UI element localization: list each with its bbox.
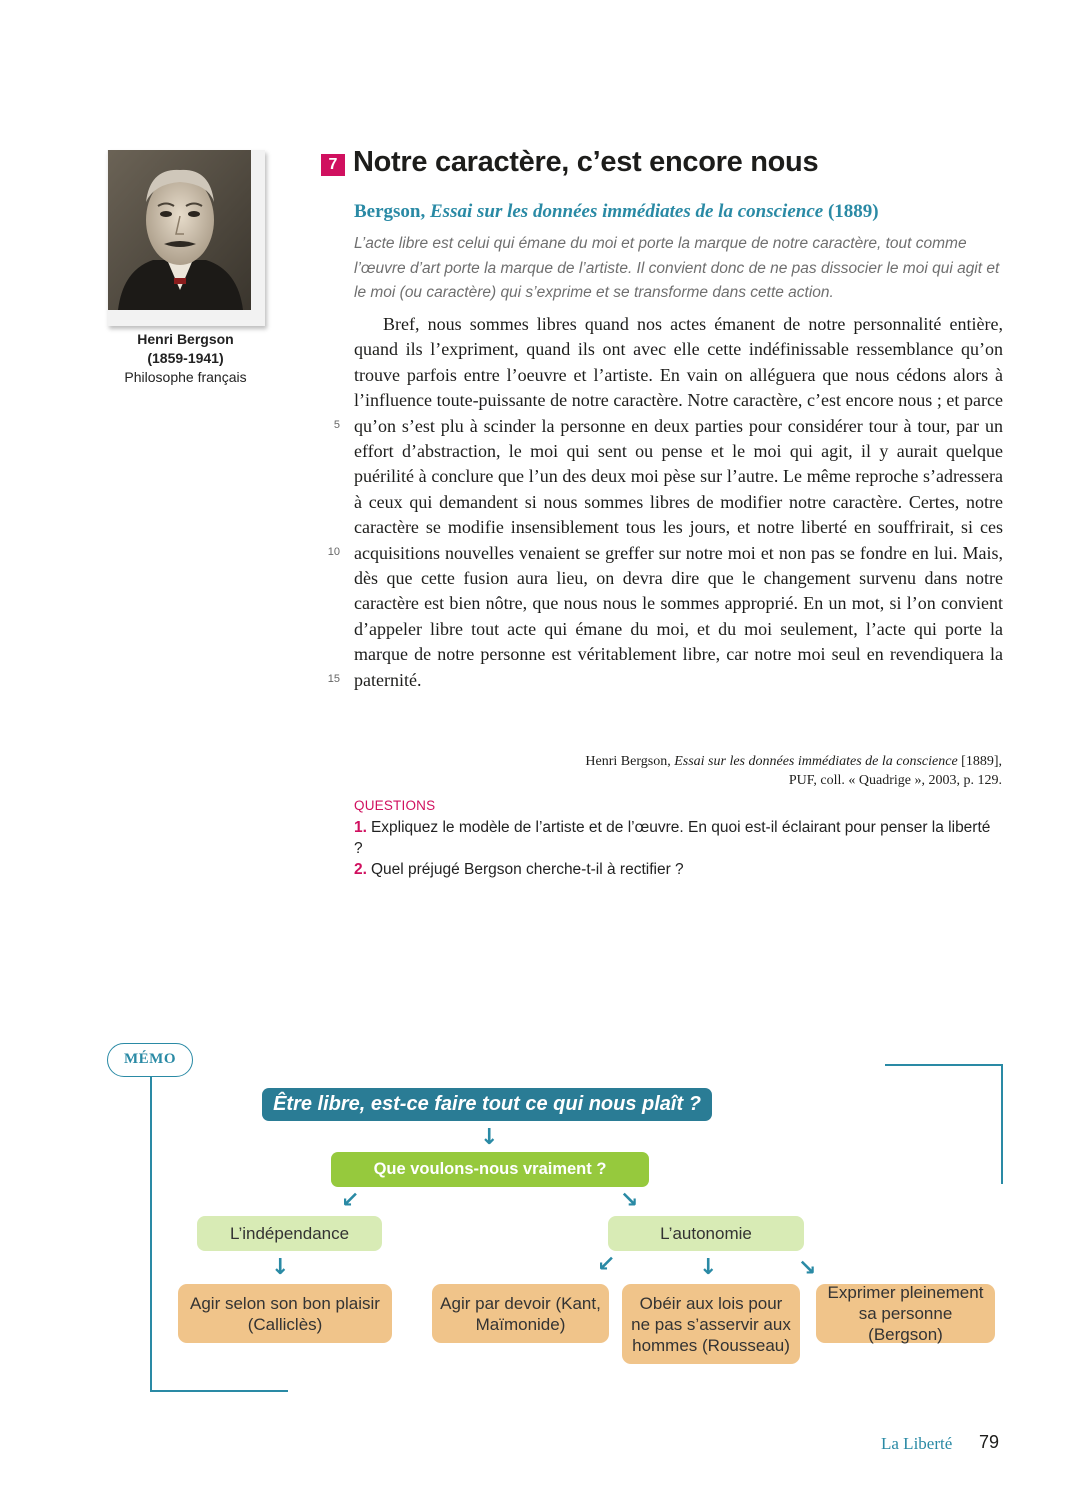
memo-frame-corner <box>885 1064 1003 1066</box>
page-number: 79 <box>979 1432 1000 1452</box>
ref-year: [1889], <box>957 754 1002 769</box>
line-number: 15 <box>327 673 340 685</box>
arrow-down-right-icon: ↘ <box>798 1256 817 1281</box>
bibliographic-reference <box>585 752 1002 790</box>
footer-chapter-title: La Liberté <box>881 1434 953 1453</box>
source-work: Essai sur les données immédiates de la conscience <box>430 201 824 222</box>
author-name: Henri Bergson <box>137 331 234 347</box>
memo-label: MÉMO <box>107 1043 193 1077</box>
bergson-portrait-image <box>108 150 251 310</box>
memo-main-question: Être libre, est-ce faire tout ce qui nous plaît ? <box>262 1088 712 1121</box>
questions-list <box>354 817 994 880</box>
memo-independence: L’indépendance <box>197 1216 382 1251</box>
question-number: 1. <box>354 819 367 836</box>
page-title: Notre caractère, c’est encore nous <box>353 146 819 178</box>
memo-result-bergson: Exprimer pleinement sa personne (Bergson) <box>816 1284 995 1343</box>
arrow-down-left-icon: ↙ <box>597 1252 616 1277</box>
question-text: Expliquez le modèle de l’artiste et de l’œuvre. En quoi est-il éclairant pour penser la liberté ? <box>354 819 991 857</box>
question-item <box>354 817 994 859</box>
question-item <box>354 859 994 880</box>
source-author: Bergson, <box>354 201 430 222</box>
memo-sub-question: Que voulons-nous vraiment ? <box>331 1152 649 1187</box>
memo-frame-line <box>150 1390 288 1392</box>
portrait-photo <box>108 150 251 310</box>
arrow-down-left-icon: ↙ <box>341 1188 360 1213</box>
line-number: 10 <box>327 546 340 558</box>
main-paragraph: Bref, nous sommes libres quand nos actes émanent de notre personnalité entière, quand ils l’expriment, quand ils ont avec elle cette indéfinissable ressemblance qu’on trouve parfois entre l’oeuvre et l’artiste. En vain on alléguera que nous cédons alors à l’influence toute-puissante de notre caractère. Notre caractère, c’est encore nous ; et parce qu’on s’est plu à scinder la personne en deux parties pour considérer tour à tour, par un effort d’abstraction, le moi qui sent ou pense et le moi qui agit, il y aurait quelque puérilité à conclure que l’un des deux moi pèse sur l’autre. Le même reproche s’adressera à ceux qui demandent si nous sommes libres de modifier notre caractère. Certes, notre caractère se modifie insensiblement tous les jours, et notre liberté en souffrirait, si ces acquisitions nouvelles venaient se greffer sur notre moi et non pas se fondre en lui. Mais, dès que cette fusion aura lieu, on devra dire que le changement survenu dans notre caractère est bien nôtre, que nous nous le sommes approprié. En un mot, si l’on convient d’appeler libre tout acte qui émane du moi, et du moi seulement, l’acte qui porte la marque de notre personne est véritablement libre, car notre moi seul en revendiquera la paternité. <box>354 314 1003 690</box>
memo-result-rousseau: Obéir aux lois pour ne pas s’asservir aux hommes (Rousseau) <box>622 1284 800 1364</box>
question-number: 2. <box>354 861 367 878</box>
memo-autonomy: L’autonomie <box>608 1216 804 1251</box>
question-text: Quel préjugé Bergson cherche-t-il à rectifier ? <box>370 861 684 878</box>
arrow-down-icon: ↓ <box>480 1125 499 1150</box>
arrow-down-icon: ↓ <box>271 1255 290 1280</box>
author-dates: (1859-1941) <box>147 350 224 366</box>
source-line <box>354 201 879 223</box>
main-text <box>354 312 1003 693</box>
questions-heading: QUESTIONS <box>354 798 436 813</box>
ref-work: Essai sur les données immédiates de la conscience <box>674 754 958 769</box>
intro-text: L’acte libre est celui qui émane du moi et porte la marque de notre caractère, tout comme l’œuvre d’art porte la marque de l’artiste. Il convient donc de ne pas dissocier le moi qui agit et le moi (ou caractère) qui s’exprime et se transforme dans cette action. <box>354 235 1000 301</box>
ref-author: Henri Bergson, <box>585 754 675 769</box>
ref-publisher: PUF, coll. « Quadrige », 2003, p. 129. <box>788 773 1002 788</box>
source-year: (1889) <box>823 201 879 222</box>
arrow-down-right-icon: ↘ <box>620 1188 639 1213</box>
author-role: Philosophe français <box>124 369 247 385</box>
memo-frame-line <box>150 1077 152 1392</box>
memo-result-kant: Agir par devoir (Kant, Maïmonide) <box>432 1284 609 1343</box>
line-number: 5 <box>333 419 340 431</box>
memo-result-calliclès: Agir selon son bon plaisir (Calliclès) <box>178 1284 392 1343</box>
memo-frame-corner <box>1001 1064 1003 1184</box>
arrow-down-icon: ↓ <box>699 1255 718 1280</box>
portrait-caption <box>108 330 263 387</box>
section-number-badge: 7 <box>321 154 345 176</box>
